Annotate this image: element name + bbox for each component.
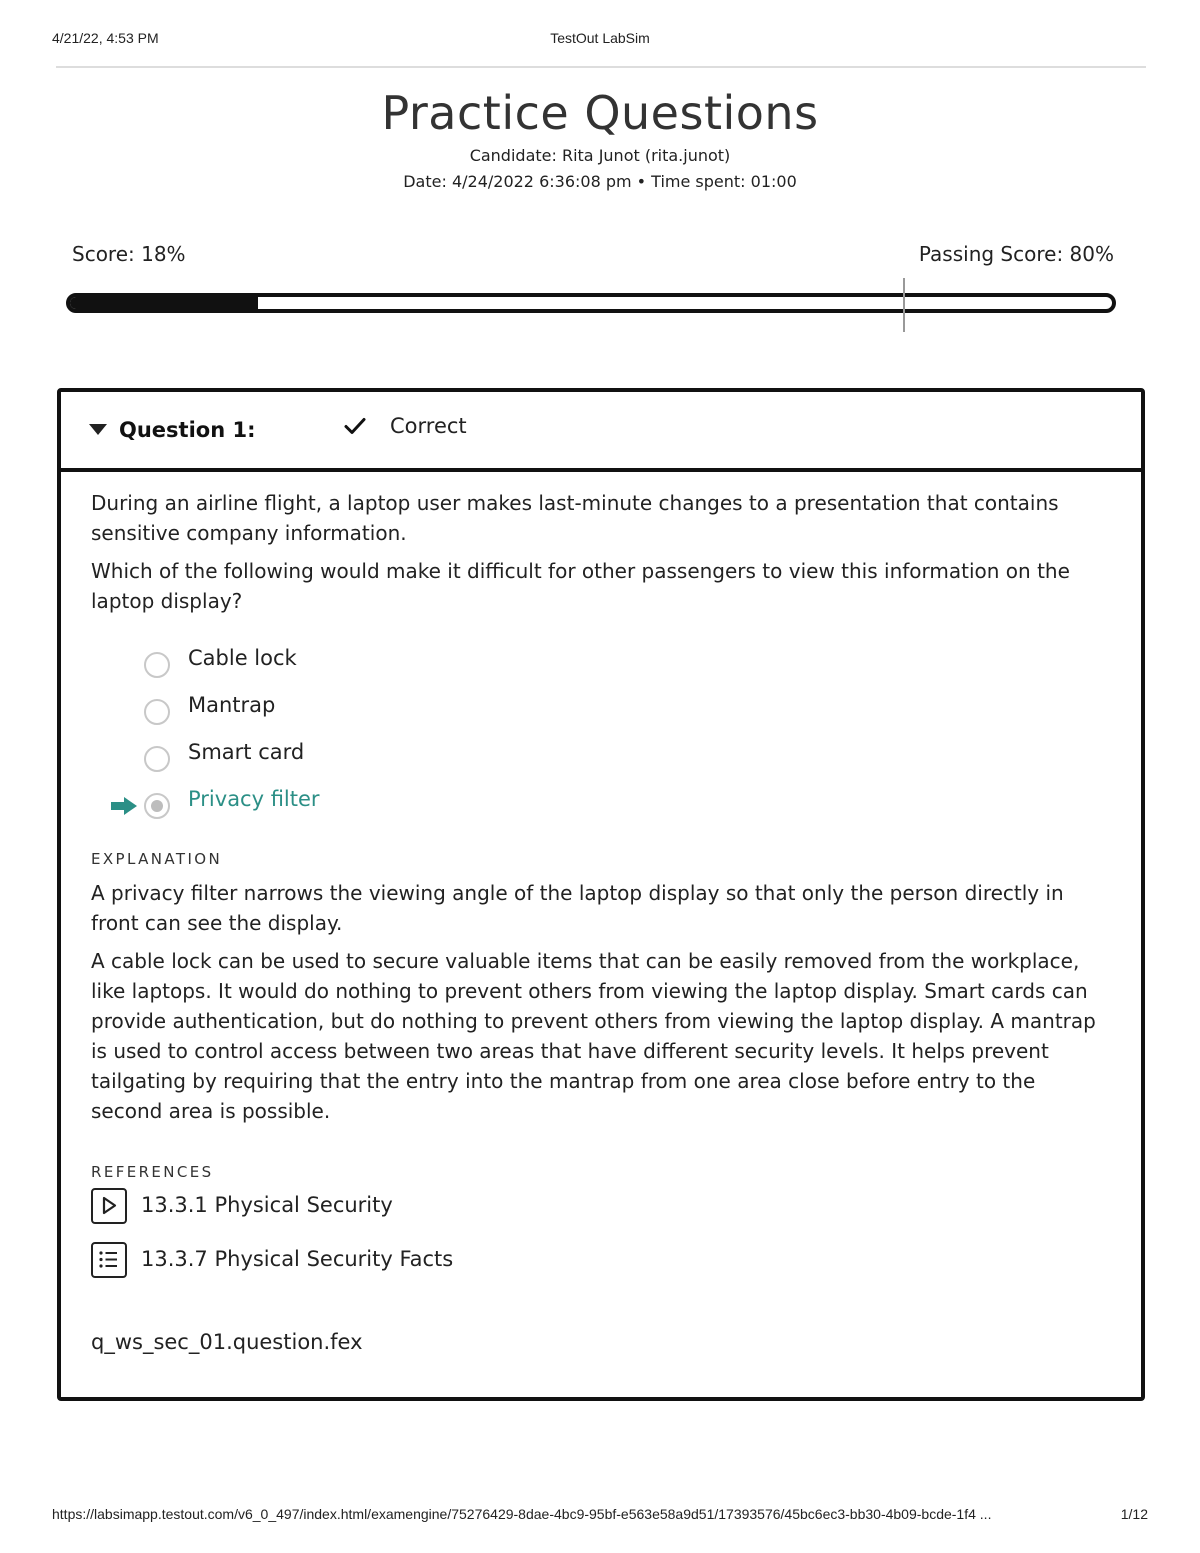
answer-option[interactable]	[91, 642, 591, 689]
reference-label[interactable]: 13.3.7 Physical Security Facts	[141, 1247, 454, 1271]
option-label: Mantrap	[188, 693, 276, 717]
print-header	[52, 30, 1148, 50]
print-date: 4/21/22, 4:53 PM	[52, 30, 159, 46]
page-number: 1/12	[1120, 1506, 1148, 1522]
radio-button-selected[interactable]	[144, 793, 170, 819]
print-footer	[52, 1506, 1148, 1524]
passing-score-marker	[903, 278, 905, 332]
page-title: Practice Questions	[381, 86, 819, 140]
date-time-info: Date: 4/24/2022 6:36:08 pm • Time spent: 01:00	[403, 172, 797, 191]
passing-score-label: Passing Score: 80%	[918, 242, 1114, 266]
option-label-correct: Privacy filter	[188, 787, 320, 811]
question-header[interactable]	[61, 392, 1141, 472]
radio-button[interactable]	[144, 652, 170, 678]
candidate-info: Candidate: Rita Junot (rita.junot)	[469, 146, 731, 165]
answer-option-correct[interactable]	[91, 783, 591, 830]
answer-option[interactable]	[91, 736, 591, 783]
reference-link-facts[interactable]	[91, 1242, 691, 1280]
explanation-paragraph: A privacy filter narrows the viewing angle of the laptop display so that only the person directly in front can see the display.	[91, 881, 1064, 935]
score-progress-bar	[66, 293, 1116, 313]
references-heading: REFERENCES	[91, 1163, 214, 1181]
option-label: Smart card	[188, 740, 305, 764]
correct-answer-arrow-icon	[110, 796, 138, 816]
header-divider	[56, 66, 1146, 68]
explanation-paragraph: A cable lock can be used to secure valuable items that can be easily removed from the workplace, like laptops. It would do nothing to prevent others from viewing the laptop display. Smart cards can provide authentication, but do nothing to prevent others from viewing the laptop display. A mantrap is used to control access between two areas that have different security levels. It helps prevent tailgating by requiring that the entry into the mantrap from one area close before entry to the second area is possible.	[91, 949, 1096, 1123]
answer-option[interactable]	[91, 689, 591, 736]
question-prompt: During an airline flight, a laptop user makes last-minute changes to a presentation that contains sensitive company information.	[91, 491, 1059, 545]
reference-link-video[interactable]	[91, 1188, 691, 1226]
page-url: https://labsimapp.testout.com/v6_0_497/index.html/examengine/75276429-8dae-4bc9-95bf-e563e58a9d51/17393576/45bc6ec3-bb30-4b09-bcde-1f4 ...	[52, 1506, 992, 1522]
question-file-id: q_ws_sec_01.question.fex	[91, 1330, 363, 1354]
video-play-icon	[91, 1188, 127, 1224]
explanation-text	[91, 878, 1111, 1134]
explanation-heading: EXPLANATION	[91, 850, 223, 868]
result-status: Correct	[390, 414, 467, 438]
question-number: Question 1:	[119, 418, 256, 442]
text-list-icon	[91, 1242, 127, 1278]
question-ask: Which of the following would make it difficult for other passengers to view this information on the laptop display?	[91, 559, 1070, 613]
radio-button[interactable]	[144, 699, 170, 725]
question-card	[57, 388, 1145, 1401]
reference-label[interactable]: 13.3.1 Physical Security	[141, 1193, 393, 1217]
checkmark-icon	[343, 414, 367, 438]
collapse-caret-icon[interactable]	[89, 424, 107, 435]
print-title: TestOut LabSim	[550, 30, 650, 46]
score-label: Score: 18%	[72, 242, 186, 266]
answer-options	[91, 642, 591, 830]
question-body	[91, 488, 1111, 1354]
radio-button[interactable]	[144, 746, 170, 772]
option-label: Cable lock	[188, 646, 297, 670]
score-progress-fill	[70, 297, 258, 309]
